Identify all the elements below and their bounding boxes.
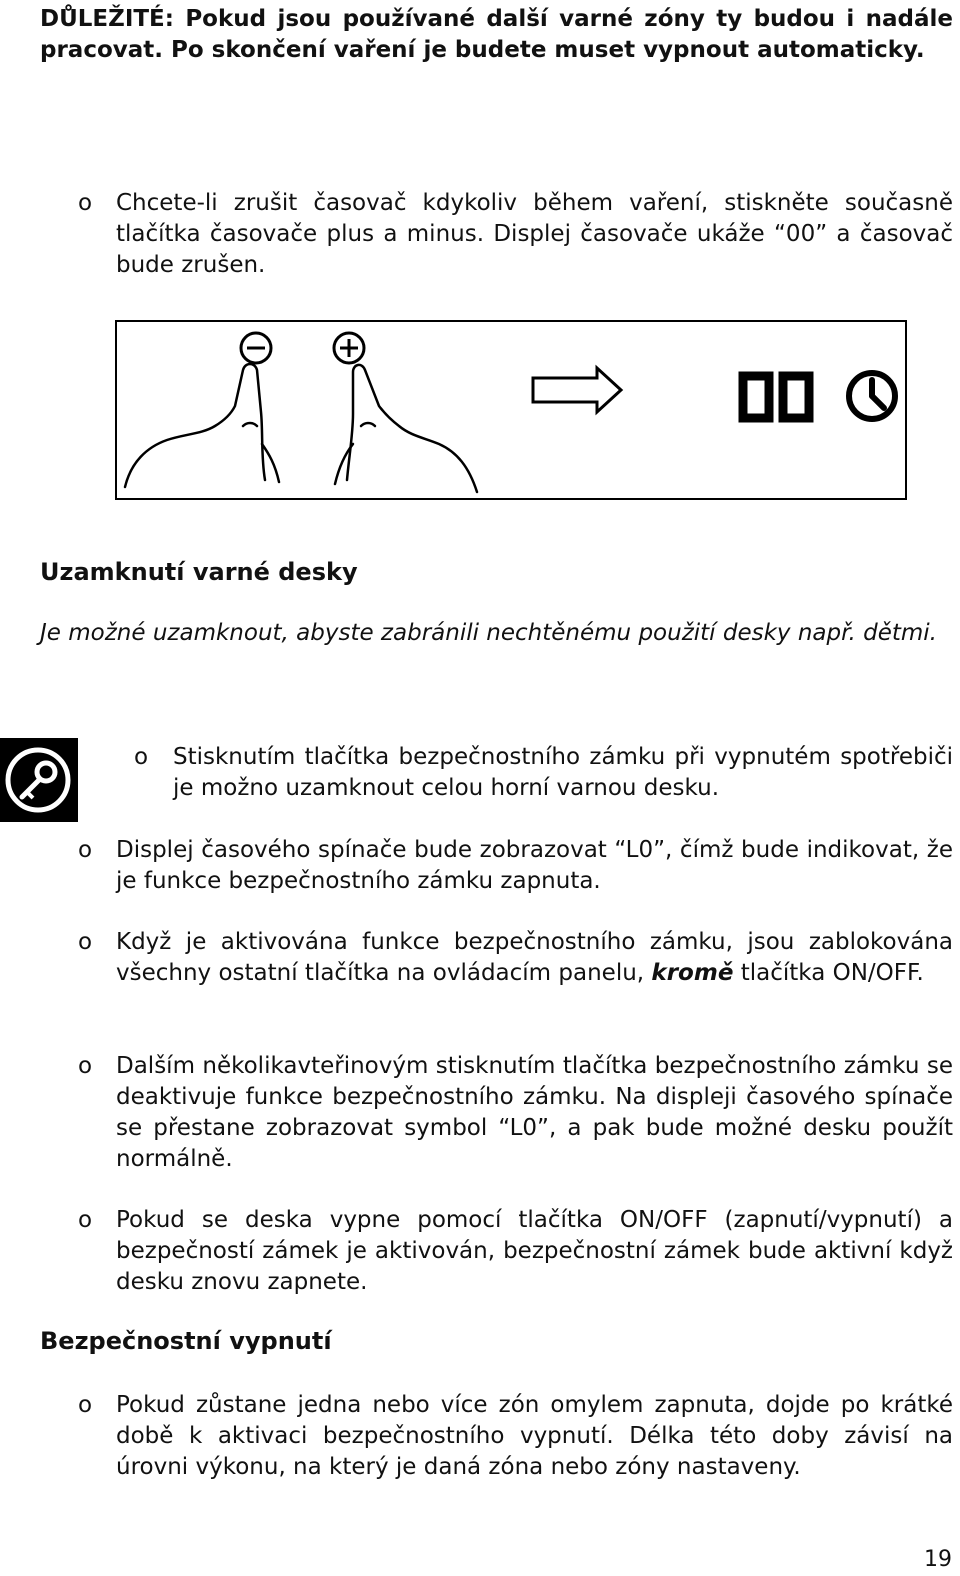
bullet-marker: o [78, 837, 93, 863]
page-number: 19 [924, 1547, 952, 1572]
bullet-marker: o [78, 929, 93, 955]
minus-button-icon [241, 333, 271, 363]
finger-icon [335, 365, 477, 492]
lock-item-text: Dalším několikavteřinovým stisknutím tlačítka bezpečnostního zámku se deaktivuje funkce bezpečnostního zámku. Na displeji časového spínače se přestane zobrazovat symbol “L0”, a pak bude možné desku použít normálně. [116, 1053, 953, 1172]
bullet-marker: o [134, 744, 149, 770]
lock-intro: Je možné uzamknout, abyste zabránili nechtěnému použití desky např. dětmi. [40, 620, 937, 646]
text-part: Když je aktivována funkce bezpečnostního zámku, jsou zablokována všechny ostatní tlačítka na ovládacím panelu, [116, 929, 953, 986]
clock-icon [849, 373, 895, 419]
illustration-svg [117, 322, 905, 498]
emphasis-text: kromě [651, 960, 734, 986]
important-notice: DŮLEŽITÉ: Pokud jsou používané další varné zóny ty budou i nadále pracovat. Po skončení vaření je budete muset vypnout automaticky. [40, 6, 953, 63]
safety-item-text: Pokud zůstane jedna nebo více zón omylem zapnuta, dojde po krátké době k aktivaci bezpečnostního vypnutí. Délka této doby závisí na úrovni výkonu, na který je daná zóna nebo zóny nastaveny. [116, 1392, 953, 1480]
key-lock-svg [0, 738, 78, 822]
timer-cancel-text: Chcete-li zrušit časovač kdykoliv během vaření, stiskněte současně tlačítka časovače plus a minus. Displej časovače ukáže “00” a časovač bude zrušen. [116, 190, 953, 278]
bullet-marker: o [78, 1392, 93, 1418]
seven-segment-display [743, 376, 809, 418]
lock-item-text [116, 927, 953, 989]
bullet-marker: o [78, 1207, 93, 1233]
section-heading-safety: Bezpečnostní vypnutí [40, 1327, 332, 1355]
lock-item-text: Displej časového spínače bude zobrazovat “L0”, čímž bude indikovat, že je funkce bezpečnostního zámku zapnuta. [116, 837, 953, 894]
finger-icon [125, 364, 279, 487]
timer-cancel-illustration [115, 320, 907, 500]
arrow-right-icon [533, 368, 621, 412]
bullet-marker: o [78, 190, 93, 216]
text-part: tlačítka ON/OFF. [733, 960, 924, 986]
lock-item-text: Stisknutím tlačítka bezpečnostního zámku při vypnutém spotřebiči je možno uzamknout celou horní varnou desku. [173, 744, 953, 801]
key-lock-icon [0, 738, 78, 822]
bullet-marker: o [78, 1053, 93, 1079]
plus-button-icon [334, 333, 364, 363]
section-heading-lock: Uzamknutí varné desky [40, 558, 358, 586]
lock-item-text: Pokud se deska vypne pomocí tlačítka ON/OFF (zapnutí/vypnutí) a bezpečností zámek je aktivován, bezpečnostní zámek bude aktivní když desku znovu zapnete. [116, 1207, 953, 1295]
